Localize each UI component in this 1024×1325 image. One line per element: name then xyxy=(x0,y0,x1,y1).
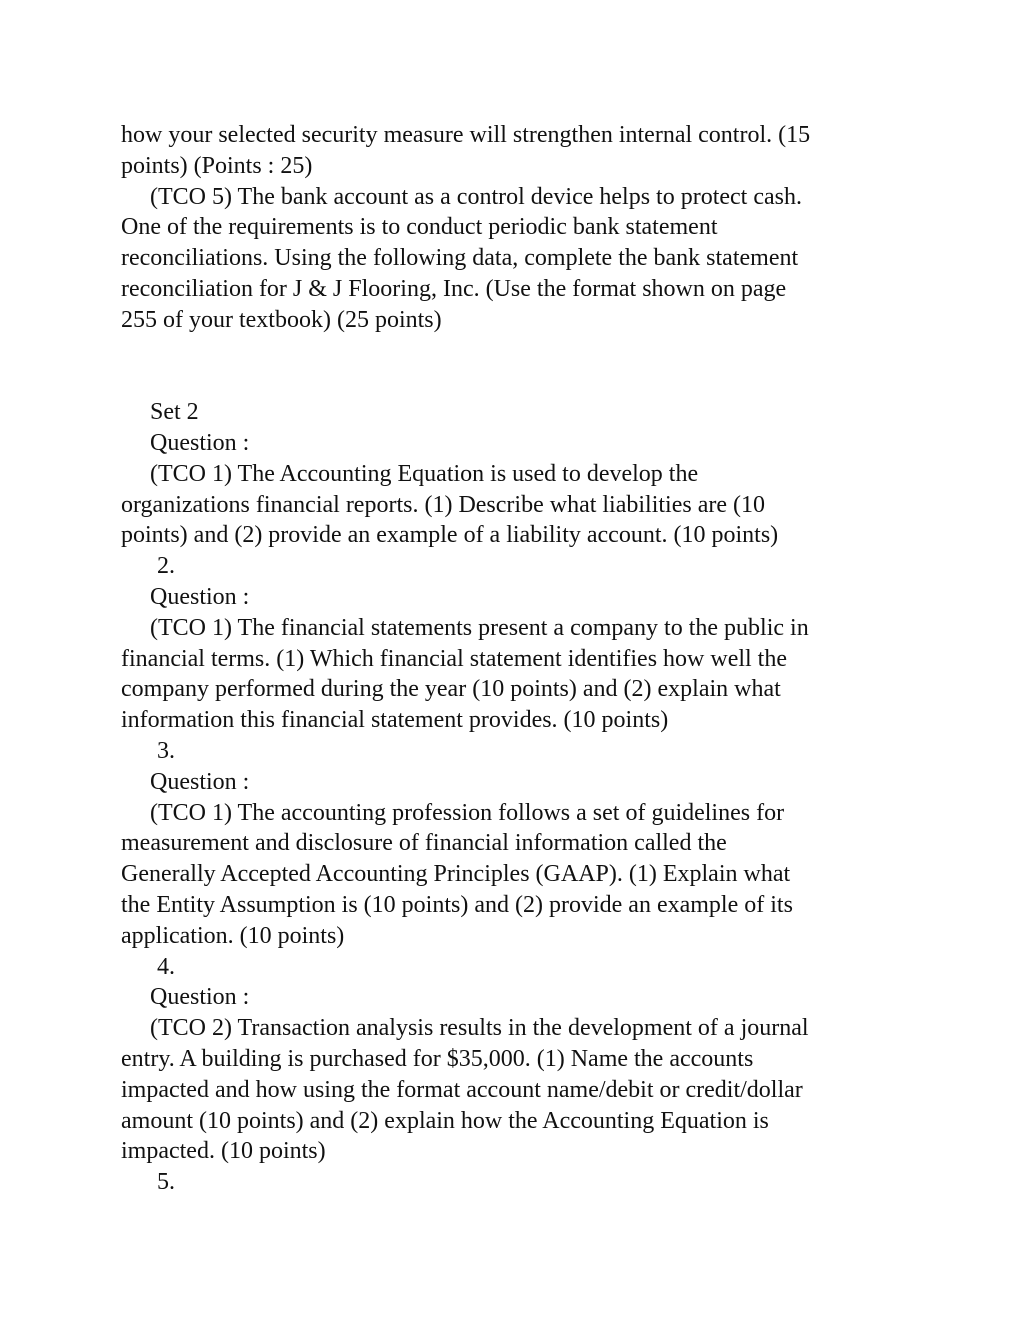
question-2-line-2: financial terms. (1) Which financial statement identifies how well the xyxy=(121,645,787,672)
question-4-line-3: impacted and how using the format account name/debit or credit/dollar xyxy=(121,1076,803,1103)
tco5-line-4: reconciliation for J & J Flooring, Inc. (Use the format shown on page xyxy=(121,275,787,302)
question-4-line-5: impacted. (10 points) xyxy=(121,1138,326,1165)
question-4-number: 4. xyxy=(157,953,175,980)
question-3-line-2: measurement and disclosure of financial information called the xyxy=(121,830,727,857)
question-1-line-3: points) and (2) provide an example of a liability account. (10 points) xyxy=(121,522,779,549)
question-3-line-5: application. (10 points) xyxy=(121,922,345,949)
question-2-line-4: information this financial statement provides. (10 points) xyxy=(121,707,669,734)
question-1-line-1: (TCO 1) The Accounting Equation is used to develop the xyxy=(150,460,699,487)
question-2-line-1: (TCO 1) The financial statements present a company to the public in xyxy=(150,614,809,641)
tco5-line-5: 255 of your textbook) (25 points) xyxy=(121,306,442,333)
question-1-label: Question : xyxy=(150,429,250,456)
question-2-label: Question : xyxy=(150,583,250,610)
question-4-line-1: (TCO 2) Transaction analysis results in the development of a journal xyxy=(150,1015,809,1042)
tco5-line-1: (TCO 5) The bank account as a control device helps to protect cash. xyxy=(150,183,802,210)
intro-line-2: points) (Points : 25) xyxy=(121,152,313,179)
question-3-line-1: (TCO 1) The accounting profession follows a set of guidelines for xyxy=(150,799,785,826)
document-body xyxy=(121,120,911,1198)
question-2-number: 2. xyxy=(157,553,175,580)
question-3-line-4: the Entity Assumption is (10 points) and (2) provide an example of its xyxy=(121,891,793,918)
tco5-line-3: reconciliations. Using the following data, complete the bank statement xyxy=(121,245,799,272)
question-3-label: Question : xyxy=(150,768,250,795)
question-2-line-3: company performed during the year (10 points) and (2) explain what xyxy=(121,676,781,703)
question-4-line-2: entry. A building is purchased for $35,000. (1) Name the accounts xyxy=(121,1045,754,1072)
question-4-label: Question : xyxy=(150,984,250,1011)
question-4-line-4: amount (10 points) and (2) explain how the Accounting Equation is xyxy=(121,1107,769,1134)
set-title: Set 2 xyxy=(150,399,199,426)
tco5-line-2: One of the requirements is to conduct periodic bank statement xyxy=(121,214,718,241)
question-3-line-3: Generally Accepted Accounting Principles (GAAP). (1) Explain what xyxy=(121,861,791,888)
question-1-line-2: organizations financial reports. (1) Describe what liabilities are (10 xyxy=(121,491,765,518)
question-5-number: 5. xyxy=(157,1169,175,1196)
intro-line-1: how your selected security measure will strengthen internal control. (15 xyxy=(121,122,811,148)
question-3-number: 3. xyxy=(157,737,175,764)
paragraph-gap xyxy=(121,336,911,398)
